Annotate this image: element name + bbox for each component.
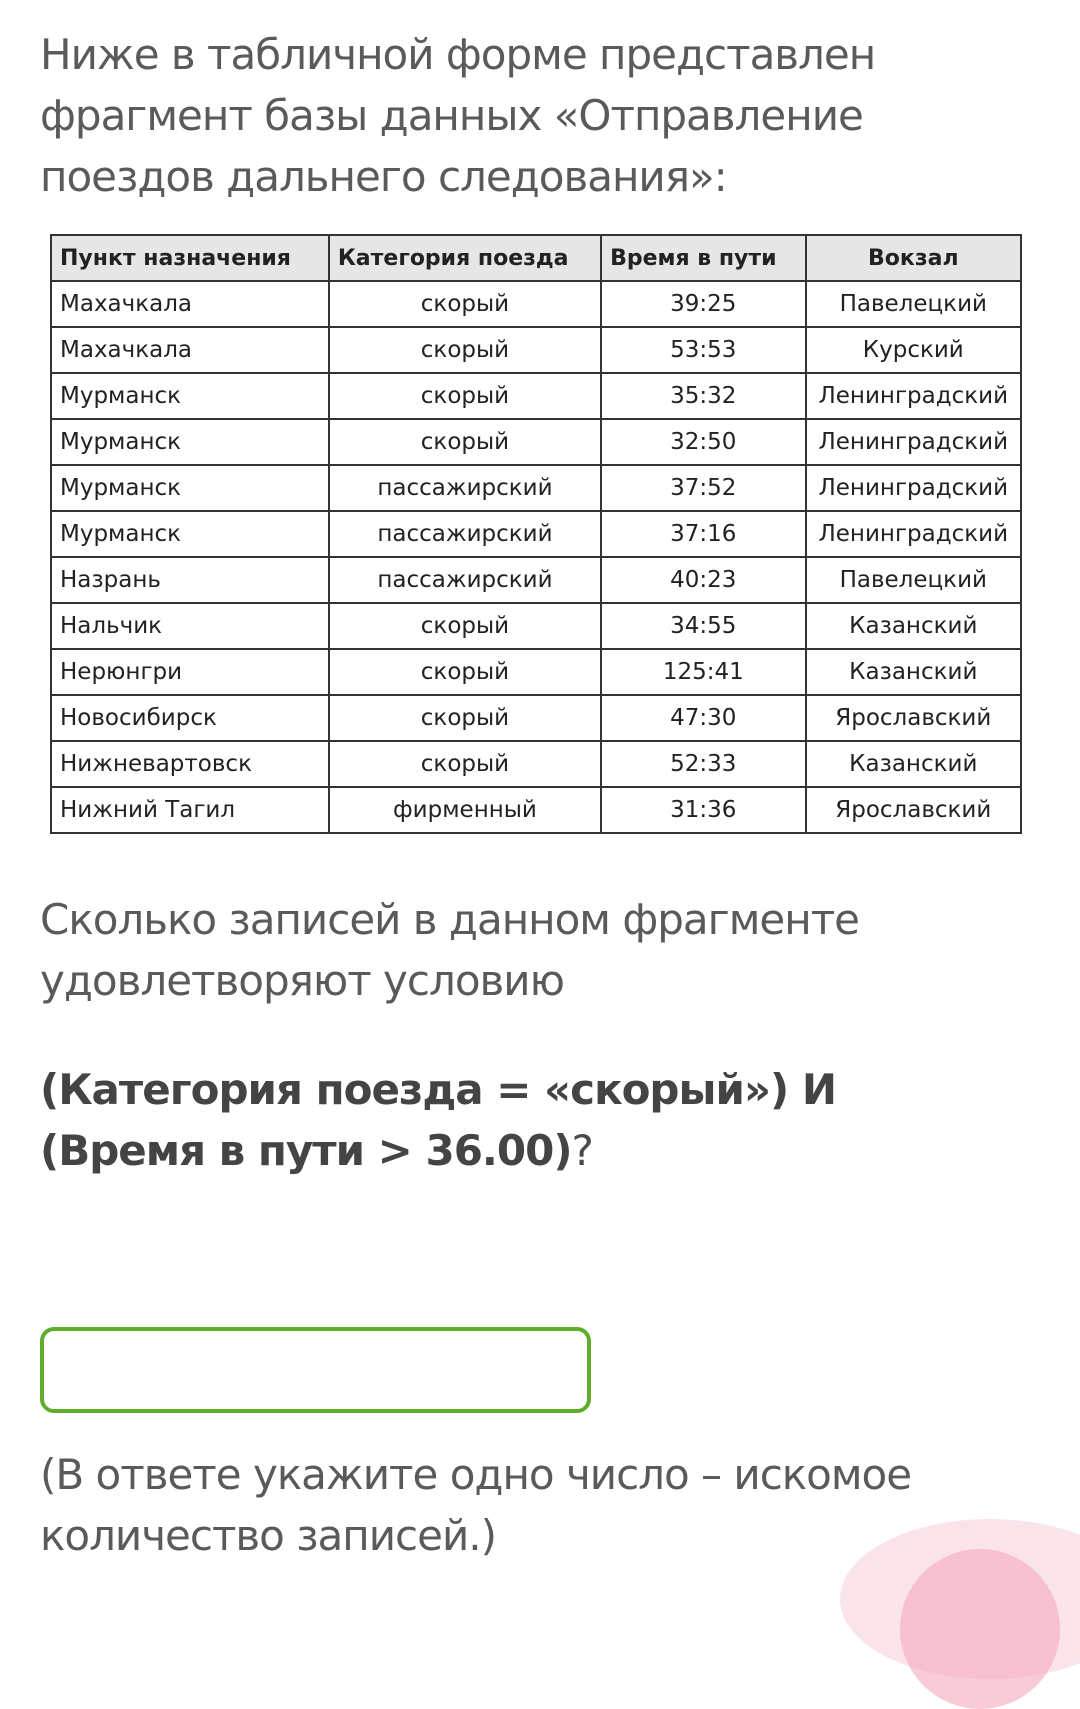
header-category: Категория поезда bbox=[329, 235, 601, 281]
cell-category: скорый bbox=[329, 281, 601, 327]
cell-station: Ярославский bbox=[806, 695, 1021, 741]
cell-travel-time: 37:16 bbox=[601, 511, 806, 557]
answer-hint: (В ответе укажите одно число – искомое количество записей.) bbox=[40, 1450, 912, 1560]
answer-input[interactable] bbox=[40, 1327, 591, 1413]
cell-station: Павелецкий bbox=[806, 557, 1021, 603]
cell-station: Казанский bbox=[806, 741, 1021, 787]
condition-question-mark: ? bbox=[571, 1126, 593, 1175]
cell-category: скорый bbox=[329, 741, 601, 787]
intro-text: Ниже в табличной форме представлен фрагмент базы данных «Отправление поездов дальнего следования»: bbox=[40, 30, 876, 201]
cell-station: Казанский bbox=[806, 603, 1021, 649]
table-row bbox=[51, 741, 1021, 787]
cell-destination: Мурманск bbox=[51, 419, 329, 465]
cell-category: пассажирский bbox=[329, 511, 601, 557]
table-row bbox=[51, 511, 1021, 557]
table-row bbox=[51, 649, 1021, 695]
cell-station: Ленинградский bbox=[806, 419, 1021, 465]
cell-category: фирменный bbox=[329, 787, 601, 833]
condition-text bbox=[40, 1059, 1000, 1181]
cell-travel-time: 53:53 bbox=[601, 327, 806, 373]
cell-destination: Мурманск bbox=[51, 373, 329, 419]
header-travel-time: Время в пути bbox=[601, 235, 806, 281]
header-station: Вокзал bbox=[806, 235, 1021, 281]
cell-category: скорый bbox=[329, 695, 601, 741]
cell-destination: Махачкала bbox=[51, 327, 329, 373]
table-row bbox=[51, 281, 1021, 327]
cell-station: Павелецкий bbox=[806, 281, 1021, 327]
trains-table bbox=[50, 234, 1022, 834]
cell-destination: Махачкала bbox=[51, 281, 329, 327]
table-row bbox=[51, 787, 1021, 833]
cell-category: скорый bbox=[329, 419, 601, 465]
cell-travel-time: 35:32 bbox=[601, 373, 806, 419]
cell-station: Курский bbox=[806, 327, 1021, 373]
cell-station: Ленинградский bbox=[806, 373, 1021, 419]
decorative-circle-accent bbox=[900, 1549, 1060, 1709]
cell-destination: Нерюнгри bbox=[51, 649, 329, 695]
cell-station: Казанский bbox=[806, 649, 1021, 695]
cell-travel-time: 31:36 bbox=[601, 787, 806, 833]
cell-category: скорый bbox=[329, 649, 601, 695]
cell-travel-time: 39:25 bbox=[601, 281, 806, 327]
cell-travel-time: 40:23 bbox=[601, 557, 806, 603]
cell-travel-time: 32:50 bbox=[601, 419, 806, 465]
cell-category: скорый bbox=[329, 603, 601, 649]
cell-travel-time: 52:33 bbox=[601, 741, 806, 787]
cell-destination: Нижний Тагил bbox=[51, 787, 329, 833]
question-text: Сколько записей в данном фрагменте удовлетворяют условию bbox=[40, 895, 860, 1005]
cell-category: скорый bbox=[329, 327, 601, 373]
task-content bbox=[40, 24, 1040, 1560]
table-row bbox=[51, 373, 1021, 419]
cell-category: пассажирский bbox=[329, 465, 601, 511]
cell-category: пассажирский bbox=[329, 557, 601, 603]
cell-destination: Назрань bbox=[51, 557, 329, 603]
cell-destination: Нальчик bbox=[51, 603, 329, 649]
table-body bbox=[51, 281, 1021, 833]
cell-destination: Мурманск bbox=[51, 511, 329, 557]
cell-station: Ленинградский bbox=[806, 465, 1021, 511]
cell-travel-time: 37:52 bbox=[601, 465, 806, 511]
cell-destination: Мурманск bbox=[51, 465, 329, 511]
table-row bbox=[51, 419, 1021, 465]
cell-travel-time: 34:55 bbox=[601, 603, 806, 649]
condition-expression: (Категория поезда = «скорый») И (Время в пути > 36.00) bbox=[40, 1065, 836, 1175]
cell-destination: Нижневартовск bbox=[51, 741, 329, 787]
table-header-row bbox=[51, 235, 1021, 281]
table-row bbox=[51, 327, 1021, 373]
cell-category: скорый bbox=[329, 373, 601, 419]
header-destination: Пункт назначения bbox=[51, 235, 329, 281]
table-row bbox=[51, 557, 1021, 603]
cell-destination: Новосибирск bbox=[51, 695, 329, 741]
cell-station: Ярославский bbox=[806, 787, 1021, 833]
cell-travel-time: 47:30 bbox=[601, 695, 806, 741]
table-row bbox=[51, 465, 1021, 511]
cell-station: Ленинградский bbox=[806, 511, 1021, 557]
table-row bbox=[51, 603, 1021, 649]
cell-travel-time: 125:41 bbox=[601, 649, 806, 695]
table-row bbox=[51, 695, 1021, 741]
